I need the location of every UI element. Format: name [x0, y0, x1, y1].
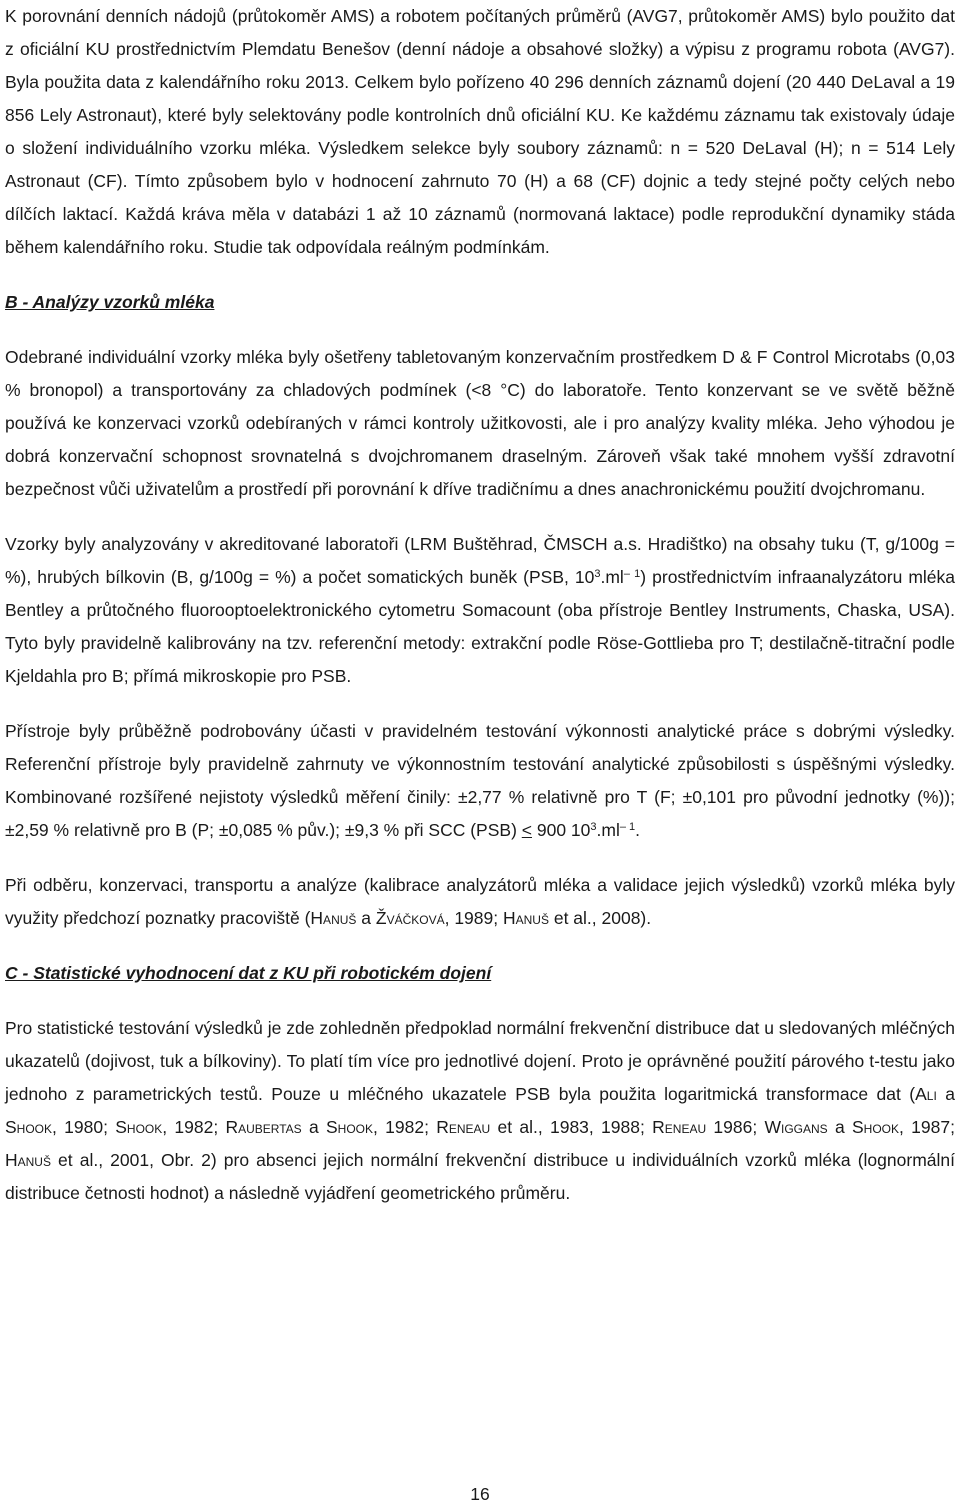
paragraph-prior-knowledge: Při odběru, konzervaci, transportu a analýze (kalibrace analyzátorů mléka a validace jejich výsledků) vzorků mléka byly využity předchozí poznatky pracoviště (Hanuš a Žváčková, 1989; Hanuš et al., 2008).	[5, 875, 955, 928]
paragraph-data-source: K porovnání denních nádojů (průtokoměr AMS) a robotem počítaných průměrů (AVG7, průtokoměr AMS) bylo použito dat z oficiální KU prostřednictvím Plemdatu Benešov (denní nádoje a obsahové složky) a výpisu z programu robota (AVG7). Byla použita data z kalendářního roku 2013. Celkem bylo pořízeno 40 296 denních záznamů dojení (20 440 DeLaval a 19 856 Lely Astronaut), které byly selektovány podle kontrolních dnů oficiální KU. Ke každému záznamu tak existovaly údaje o složení individuálního vzorku mléka. Výsledkem selekce byly soubory záznamů: n = 520 DeLaval (H); n = 514 Lely Astronaut (CF). Tímto způsobem bylo v hodnocení zahrnuto 70 (H) a 68 (CF) dojnic a tedy stejné počty celých nebo dílčích laktací. Každá kráva měla v databázi 1 až 10 záznamů (normovaná laktace) podle reprodukční dynamiky stáda během kalendářního roku. Studie tak odpovídala reálným podmínkám.	[5, 6, 955, 257]
page-number: 16	[470, 1484, 490, 1504]
paragraph-statistics: Pro statistické testování výsledků je zde zohledněn předpoklad normální frekvenční distribuce dat u sledovaných mléčných ukazatelů (dojivost, tuk a bílkoviny). To platí tím více pro jednotlivé dojení. Proto je oprávněné použití párového t-testu jako jednoho z parametrických testů. Pouze u mléčného ukazatele PSB byla použita logaritmická transformace dat (Ali a Shook, 1980; Shook, 1982; Raubertas a Shook, 1982; Reneau et al., 1983, 1988; Reneau 1986; Wiggans a Shook, 1987; Hanuš et al., 2001, Obr. 2) pro absenci jejich normální frekvenční distribuce u individuálních vzorků mléka (lognormální distribuce četnosti hodnot) a následně vyjádření geometrického průměru.	[5, 1018, 955, 1203]
section-heading-b: B - Analýzy vzorků mléka	[5, 292, 215, 312]
paragraph-laboratory-analysis: Vzorky byly analyzovány v akreditované laboratoři (LRM Buštěhrad, ČMSCH a.s. Hradištko) na obsahy tuku (T, g/100g = %), hrubých bílkovin (B, g/100g = %) a počet somatických buněk (PSB, $10^3.ml^{- 1}$) prostřednictvím infraanalyzátoru mléka Bentley a průtočného fluorooptoelektronického cytometru Somacount (oba přístroje Bentley Instruments, Chaska, USA). Tyto byly pravidelně kalibrovány na tzv. referenční metody: extrakční podle Röse-Gottlieba pro T; destilačně-titrační podle Kjeldahla pro B; přímá mikroskopie pro PSB.	[5, 534, 956, 686]
paragraph-preservation: Odebrané individuální vzorky mléka byly ošetřeny tabletovaným konzervačním prostředkem D & F Control Microtabs (0,03 % bronopol) a transportovány za chladových podmínek (<8 °C) do laboratoře. Tento konzervant se ve světě běžně používá ke konzervaci vzorků odebíraných v rámci kontroly užitkovosti, ale i pro analýzy kvality mléka. Jeho výhodou je dobrá konzervační schopnost srovnatelná s dvojchromanem draselným. Zároveň však také mnohem vyšší zdravotní bezpečnost vůči uživatelům a prostředí při porovnání k dříve tradičnímu a dnes anachronickému použití dvojchromanu.	[5, 347, 955, 499]
paragraph-uncertainty: Přístroje byly průběžně podrobovány účasti v pravidelném testování výkonnosti analytické práce s dobrými výsledky. Referenční přístroje byly pravidelně zahrnuty ve výkonnostním testování analytické způsobilosti s úspěšnými výsledky. Kombinované rozšířené nejistoty výsledků měření činily: ±2,77 % relativně pro T (F; ±0,101 pro původní jednotky (%)); ±2,59 % relativně pro B (P; ±0,085 % pův.); ±9,3 % při SCC (PSB) < 900 $10^3.ml^{- 1}$.	[5, 721, 955, 840]
section-heading-c: C - Statistické vyhodnocení dat z KU při robotickém dojení	[5, 963, 492, 983]
document-page	[5, 0, 955, 1210]
